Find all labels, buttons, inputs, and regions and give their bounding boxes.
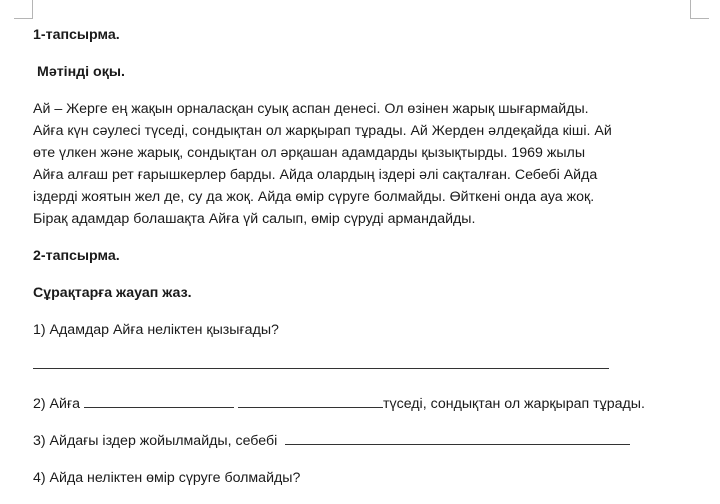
page-corner-mark-left (14, 0, 33, 19)
document-body (33, 24, 693, 504)
paragraph-line: іздерді жоятын жел де, су да жоқ. Айда өмір сүруге болмайды. Өйткені онда ауа жоқ. (33, 189, 595, 205)
question-3-text: 3) Айдағы іздер жойылмайды, себебі (33, 433, 278, 449)
paragraph-line: Бірақ адамдар болашақта Айға үй салып, өмір сүруді армандайды. (33, 211, 476, 227)
answer-line-1[interactable] (33, 356, 693, 378)
question-4: 4) Айда неліктен өмір сүруге болмайды? (33, 470, 301, 486)
page-corner-mark-right (690, 0, 709, 19)
question-2 (33, 393, 693, 415)
task1-subtitle: Мәтінді оқы. (37, 64, 125, 80)
question-1: 1) Адамдар Айға неліктен қызығады? (33, 322, 279, 338)
answer-blank-2a[interactable] (84, 393, 234, 408)
answer-rule (33, 368, 609, 369)
paragraph-line: Ай – Жерге ең жақын орналасқан суық аспан денесі. Ол өзінен жарық шығармайды. (33, 101, 589, 117)
answer-blank-3[interactable] (285, 430, 630, 445)
task1-title: 1-тапсырма. (33, 27, 120, 43)
paragraph-line: Айға алғаш рет ғарышкерлер барды. Айда олардың іздері әлі сақталған. Себебі Айда (33, 167, 598, 183)
question-2-start: 2) Айға (33, 396, 81, 412)
question-3 (33, 430, 693, 452)
paragraph-line: өте үлкен және жарық, сондықтан ол әрқашан адамдарды қызықтырды. 1969 жылы (33, 145, 586, 161)
question-2-end: түседі, сондықтан ол жарқырап тұрады. (383, 396, 645, 412)
paragraph-line: Айға күн сәулесі түседі, сондықтан ол жарқырап тұрады. Ай Жерден әлдеқайда кіші. Ай (33, 123, 612, 139)
answer-blank-2b[interactable] (238, 393, 383, 408)
task2-instruction: Сұрақтарға жауап жаз. (33, 285, 192, 301)
task2-title: 2-тапсырма. (33, 248, 120, 264)
reading-paragraph (33, 98, 693, 230)
